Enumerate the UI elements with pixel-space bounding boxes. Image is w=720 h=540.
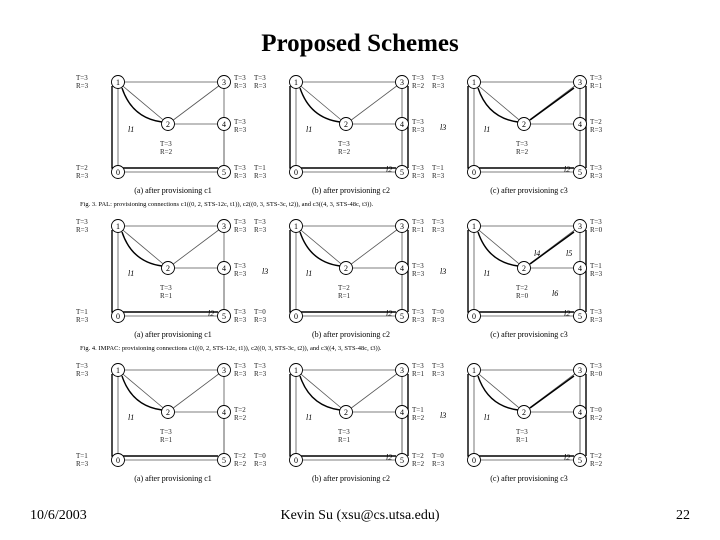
lightpath-curve (122, 88, 162, 122)
tr-label-n5: R=2 (412, 460, 425, 468)
tr-label-n5: T=2 (412, 452, 424, 460)
tr-label-n5: R=3 (234, 316, 247, 324)
tr-label-n2: T=3 (338, 428, 350, 436)
node-label-n0: 0 (116, 312, 120, 321)
tr-label-n2: T=3 (160, 140, 172, 148)
panel-subcaption: (a) after provisioning c1 (134, 330, 212, 339)
node-label-n4: 4 (578, 264, 582, 273)
node-label-n3: 3 (222, 366, 226, 375)
link-label-l1: l1 (128, 269, 135, 278)
tr-label-n3: T=3 (412, 218, 424, 226)
node-label-n0: 0 (472, 168, 476, 177)
tr-label-n5: T=3 (234, 164, 246, 172)
tr-label-n0: T=0 (254, 308, 266, 316)
edge-n1-n2 (118, 226, 168, 268)
link-label-l1: l1 (306, 413, 313, 422)
tr-label-n1: T=3 (76, 74, 88, 82)
tr-label-n5: T=3 (590, 308, 602, 316)
node-label-n1: 1 (116, 222, 120, 231)
tr-label-n2: R=0 (516, 292, 529, 300)
node-label-n5: 5 (400, 456, 404, 465)
node-label-n5: 5 (222, 168, 226, 177)
node-label-n1: 1 (472, 78, 476, 87)
link-label-l1: l1 (306, 125, 313, 134)
tr-label-n4: T=3 (412, 118, 424, 126)
node-label-n1: 1 (294, 78, 298, 87)
tr-label-n0: T=1 (76, 452, 88, 460)
node-label-n4: 4 (578, 120, 582, 129)
tr-label-n1: R=3 (254, 226, 267, 234)
tr-label-n0: R=3 (432, 316, 445, 324)
tr-label-n3: R=3 (234, 370, 247, 378)
panel-subcaption: (a) after provisioning c1 (134, 186, 212, 195)
edge-n1-n2 (118, 370, 168, 412)
node-label-n0: 0 (472, 456, 476, 465)
panel-subcaption: (b) after provisioning c2 (312, 330, 390, 339)
panel-3-c (432, 362, 603, 483)
slide-title: Proposed Schemes (261, 30, 459, 57)
tr-label-n5: R=2 (590, 460, 603, 468)
edge-n2-n3 (168, 82, 224, 124)
node-label-n2: 2 (344, 264, 348, 273)
link-label-l6: l6 (552, 289, 559, 298)
edge-n2-n3 (346, 226, 402, 268)
link-label-l1: l1 (484, 125, 491, 134)
node-label-n0: 0 (116, 456, 120, 465)
tr-label-n1: T=3 (432, 218, 444, 226)
tr-label-n1: T=3 (432, 74, 444, 82)
tr-label-n0: T=1 (76, 308, 88, 316)
edge-n2-n3 (346, 370, 402, 412)
tr-label-n2: T=3 (516, 140, 528, 148)
tr-label-n4: R=3 (590, 270, 603, 278)
tr-label-n2: T=3 (338, 140, 350, 148)
link-label-l3: l3 (262, 267, 269, 276)
node-label-n1: 1 (294, 366, 298, 375)
tr-label-n3: R=0 (590, 226, 603, 234)
edge-n1-n2 (296, 370, 346, 412)
lightpath-curve (300, 376, 340, 410)
tr-label-n1: R=3 (76, 226, 89, 234)
tr-label-n3: R=3 (234, 82, 247, 90)
tr-label-n1: R=3 (432, 82, 445, 90)
tr-label-n3: R=1 (412, 370, 425, 378)
tr-label-n1: R=3 (432, 370, 445, 378)
node-label-n2: 2 (344, 120, 348, 129)
panel-2-a (76, 218, 247, 339)
tr-label-n3: R=3 (234, 226, 247, 234)
tr-label-n2: R=1 (516, 436, 529, 444)
node-label-n0: 0 (116, 168, 120, 177)
tr-label-n5: T=3 (234, 308, 246, 316)
link-label-l2: l2 (564, 165, 571, 174)
panel-3-a (76, 362, 247, 483)
tr-label-n2: T=2 (516, 284, 528, 292)
link-label-l5: l5 (566, 249, 573, 258)
node-label-n4: 4 (578, 408, 582, 417)
tr-label-n1: R=3 (254, 370, 267, 378)
edge-n1-n2 (474, 370, 524, 412)
node-label-n3: 3 (578, 366, 582, 375)
node-label-n1: 1 (472, 222, 476, 231)
tr-label-n1: R=3 (76, 82, 89, 90)
tr-label-n3: R=1 (590, 82, 603, 90)
tr-label-n3: T=3 (234, 362, 246, 370)
tr-label-n5: R=3 (412, 172, 425, 180)
tr-label-n0: R=3 (76, 316, 89, 324)
node-label-n2: 2 (166, 408, 170, 417)
panel-3-b (254, 362, 425, 483)
tr-label-n3: R=1 (412, 226, 425, 234)
lightpath-curve (478, 376, 518, 410)
link-label-l2: l2 (208, 309, 215, 318)
tr-label-n5: R=3 (590, 172, 603, 180)
node-label-n3: 3 (222, 222, 226, 231)
tr-label-n0: R=3 (432, 460, 445, 468)
node-label-n5: 5 (400, 168, 404, 177)
tr-label-n0: T=2 (76, 164, 88, 172)
panel-1-c (432, 74, 603, 195)
node-label-n1: 1 (116, 78, 120, 87)
link-label-l1: l1 (484, 269, 491, 278)
node-label-n5: 5 (578, 168, 582, 177)
node-label-n0: 0 (294, 456, 298, 465)
edge-n1-n2 (296, 82, 346, 124)
edge-n2-n3 (168, 226, 224, 268)
tr-label-n4: T=2 (234, 406, 246, 414)
link-label-l2: l2 (386, 309, 393, 318)
tr-label-n0: R=3 (76, 172, 89, 180)
node-label-n1: 1 (472, 366, 476, 375)
tr-label-n0: R=3 (432, 172, 445, 180)
link-label-l2: l2 (564, 309, 571, 318)
lightpath-curve (300, 232, 340, 266)
link-label-l4: l4 (534, 249, 541, 258)
tr-label-n2: T=2 (338, 284, 350, 292)
tr-label-n1: T=3 (432, 362, 444, 370)
node-label-n0: 0 (294, 312, 298, 321)
panel-1-a (76, 74, 247, 195)
tr-label-n2: R=1 (160, 292, 173, 300)
node-label-n3: 3 (400, 366, 404, 375)
tr-label-n0: T=0 (432, 452, 444, 460)
node-label-n2: 2 (344, 408, 348, 417)
node-label-n4: 4 (400, 120, 404, 129)
lightpath-curve (478, 88, 518, 122)
figure-caption-2: Fig. 4. IMPAC: provisioning connections c1((0, 2, STS-12c, t1)), c2((0, 3, STS-3c, t2)), and c3((4, 3, STS-48c, t3)). (80, 345, 382, 352)
tr-label-n4: R=2 (412, 414, 425, 422)
node-label-n4: 4 (400, 408, 404, 417)
panel-2-b (254, 218, 425, 339)
panel-1-b (254, 74, 425, 195)
link-label-l2: l2 (386, 453, 393, 462)
edge-n1-n2 (474, 226, 524, 268)
tr-label-n4: R=2 (234, 414, 247, 422)
panel-subcaption: (c) after provisioning c3 (490, 330, 568, 339)
link-label-l3: l3 (440, 267, 447, 276)
link-label-l1: l1 (128, 125, 135, 134)
tr-label-n1: T=3 (76, 218, 88, 226)
panel-subcaption: (b) after provisioning c2 (312, 186, 390, 195)
tr-label-n2: R=1 (338, 292, 351, 300)
tr-label-n3: T=3 (590, 362, 602, 370)
tr-label-n5: T=2 (234, 452, 246, 460)
tr-label-n5: T=2 (590, 452, 602, 460)
tr-label-n2: T=3 (160, 428, 172, 436)
panel-subcaption: (b) after provisioning c2 (312, 474, 390, 483)
edge-n2-n3 (168, 370, 224, 412)
tr-label-n3: T=3 (412, 362, 424, 370)
lightpath-curve (122, 232, 162, 266)
tr-label-n4: T=3 (234, 262, 246, 270)
node-label-n3: 3 (578, 222, 582, 231)
panel-2-c (432, 218, 603, 339)
link-label-l1: l1 (128, 413, 135, 422)
node-label-n5: 5 (400, 312, 404, 321)
link-label-l1: l1 (306, 269, 313, 278)
tr-label-n4: T=2 (590, 118, 602, 126)
node-label-n2: 2 (522, 120, 526, 129)
tr-label-n4: T=3 (234, 118, 246, 126)
lightpath-diag (530, 232, 574, 264)
edge-n1-n2 (474, 82, 524, 124)
tr-label-n5: T=3 (412, 308, 424, 316)
lightpath-curve (300, 88, 340, 122)
tr-label-n3: R=0 (590, 370, 603, 378)
lightpath-curve (122, 376, 162, 410)
tr-label-n3: T=3 (590, 74, 602, 82)
footer-author: Kevin Su (xsu@cs.utsa.edu) (280, 508, 440, 523)
node-label-n5: 5 (578, 312, 582, 321)
figure-caption-1: Fig. 3. PAL: provisioning connections c1((0, 2, STS-12c, t1)), c2((0, 3, STS-3c, t2)), and c3((4, 3, STS-48c, t3)). (80, 201, 374, 208)
tr-label-n5: R=3 (590, 316, 603, 324)
node-label-n2: 2 (166, 264, 170, 273)
link-label-l2: l2 (564, 453, 571, 462)
tr-label-n4: T=1 (590, 262, 602, 270)
panel-subcaption: (c) after provisioning c3 (490, 474, 568, 483)
tr-label-n5: R=3 (234, 172, 247, 180)
lightpath-diag (530, 88, 574, 120)
tr-label-n5: R=3 (412, 316, 425, 324)
tr-label-n1: T=3 (254, 218, 266, 226)
tr-label-n0: R=3 (254, 172, 267, 180)
node-label-n1: 1 (294, 222, 298, 231)
tr-label-n1: R=3 (254, 82, 267, 90)
tr-label-n0: R=3 (254, 316, 267, 324)
tr-label-n2: T=3 (516, 428, 528, 436)
tr-label-n3: T=3 (590, 218, 602, 226)
node-label-n5: 5 (222, 456, 226, 465)
tr-label-n1: T=3 (254, 74, 266, 82)
tr-label-n3: T=3 (234, 218, 246, 226)
tr-label-n2: R=2 (516, 148, 529, 156)
tr-label-n0: T=1 (254, 164, 266, 172)
node-label-n4: 4 (222, 408, 226, 417)
link-label-l2: l2 (386, 165, 393, 174)
tr-label-n3: T=3 (234, 74, 246, 82)
node-label-n3: 3 (222, 78, 226, 87)
link-label-l1: l1 (484, 413, 491, 422)
footer-date: 10/6/2003 (30, 508, 87, 523)
tr-label-n4: T=3 (412, 262, 424, 270)
node-label-n0: 0 (472, 312, 476, 321)
tr-label-n5: T=3 (412, 164, 424, 172)
node-label-n1: 1 (116, 366, 120, 375)
tr-label-n3: R=2 (412, 82, 425, 90)
link-label-l3: l3 (440, 123, 447, 132)
edge-n1-n2 (118, 82, 168, 124)
tr-label-n0: T=0 (432, 308, 444, 316)
tr-label-n2: T=3 (160, 284, 172, 292)
page-number: 22 (676, 508, 690, 523)
tr-label-n4: R=3 (412, 126, 425, 134)
node-label-n2: 2 (166, 120, 170, 129)
node-label-n2: 2 (522, 408, 526, 417)
panel-subcaption: (a) after provisioning c1 (134, 474, 212, 483)
node-label-n4: 4 (400, 264, 404, 273)
tr-label-n4: R=3 (412, 270, 425, 278)
tr-label-n2: R=2 (160, 148, 173, 156)
tr-label-n4: R=3 (234, 270, 247, 278)
node-label-n5: 5 (222, 312, 226, 321)
node-label-n0: 0 (294, 168, 298, 177)
tr-label-n1: T=3 (76, 362, 88, 370)
node-label-n3: 3 (578, 78, 582, 87)
tr-label-n1: T=3 (254, 362, 266, 370)
tr-label-n2: R=1 (338, 436, 351, 444)
tr-label-n5: T=3 (590, 164, 602, 172)
node-label-n5: 5 (578, 456, 582, 465)
tr-label-n0: R=3 (76, 460, 89, 468)
edge-n2-n3 (346, 82, 402, 124)
node-label-n3: 3 (400, 222, 404, 231)
node-label-n3: 3 (400, 78, 404, 87)
tr-label-n4: R=2 (590, 414, 603, 422)
tr-label-n5: R=2 (234, 460, 247, 468)
edge-n1-n2 (296, 226, 346, 268)
node-label-n2: 2 (522, 264, 526, 273)
tr-label-n4: R=3 (590, 126, 603, 134)
panel-subcaption: (c) after provisioning c3 (490, 186, 568, 195)
node-label-n4: 4 (222, 264, 226, 273)
tr-label-n4: T=1 (412, 406, 424, 414)
node-label-n4: 4 (222, 120, 226, 129)
tr-label-n0: T=0 (254, 452, 266, 460)
tr-label-n4: R=3 (234, 126, 247, 134)
lightpath-diag (530, 376, 574, 408)
tr-label-n0: T=1 (432, 164, 444, 172)
tr-label-n1: R=3 (432, 226, 445, 234)
link-label-l3: l3 (440, 411, 447, 420)
tr-label-n2: R=2 (338, 148, 351, 156)
network-figure (78, 68, 618, 488)
tr-label-n1: R=3 (76, 370, 89, 378)
tr-label-n0: R=3 (254, 460, 267, 468)
tr-label-n3: T=3 (412, 74, 424, 82)
tr-label-n2: R=1 (160, 436, 173, 444)
lightpath-curve (478, 232, 518, 266)
tr-label-n4: T=0 (590, 406, 602, 414)
